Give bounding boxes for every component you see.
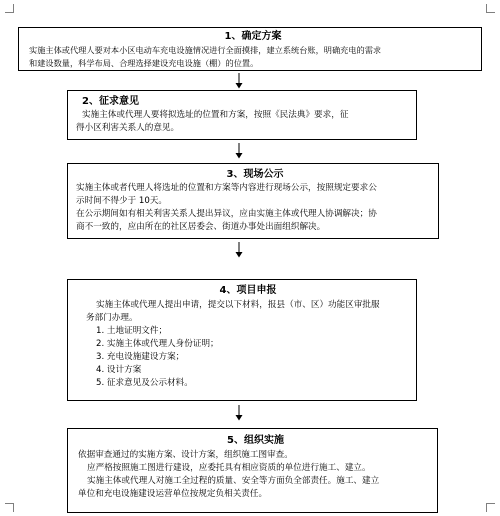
- step-2-line-2: 得小区利害关系人的意见。: [76, 123, 180, 133]
- arrow-down-icon: [233, 242, 245, 258]
- step-4-line-2: 务部门办理。: [86, 313, 138, 323]
- step-1-line-1: 实施主体或代理人要对本小区电动车充电设施情况进行全面摸排，建立系统台账，明确充电的需求: [29, 45, 382, 55]
- step-box-2: [67, 90, 417, 140]
- step-3-line-1: 实施主体或者代理人将选址的位置和方案等内容进行现场公示，按照规定要求公: [76, 183, 377, 193]
- step-title-4: 4、项目申报: [219, 285, 277, 296]
- page-corner-mark-top-left: [5, 4, 14, 13]
- step-3-line-3: 在公示期间如有相关利害关系人提出异议，应由实施主体或代理人协调解决；协: [76, 209, 377, 219]
- arrow-down-icon: [233, 405, 245, 421]
- step-1-line-2: 和建设数量，科学布局、合理选择建设充电设施（棚）的位置。: [29, 58, 259, 68]
- step-4-item-1: 1. 土地证明文件；: [96, 326, 168, 336]
- step-4-item-2: 2. 实施主体或代理人身份证明；: [96, 339, 219, 349]
- arrow-down-icon: [233, 73, 245, 89]
- step-5-line-3: 实施主体或代理人对施工全过程的质量、安全等方面负全部责任。施工、建立: [87, 476, 380, 486]
- step-4-item-5: 5. 征求意见及公示材料。: [96, 378, 193, 388]
- step-title-3: 3、现场公示: [226, 169, 284, 180]
- page-corner-mark-bottom-left: [5, 503, 14, 512]
- step-4-item-4: 4. 设计方案: [96, 365, 142, 375]
- step-3-line-2: 示时间不得少于 10天。: [76, 196, 168, 206]
- step-5-line-2: 应严格按照施工图进行建设，应委托具有相应资质的单位进行施工、建立。: [87, 463, 371, 473]
- step-box-5: [67, 428, 438, 513]
- step-5-line-4: 单位和充电设施建设运营单位按规定负相关责任。: [78, 489, 268, 499]
- page-corner-mark-bottom-right: [486, 503, 495, 512]
- step-title-1: 1、确定方案: [224, 31, 282, 42]
- step-4-item-3: 3. 充电设施建设方案；: [96, 352, 185, 362]
- arrow-down-icon: [233, 143, 245, 159]
- step-box-3: [67, 163, 439, 239]
- step-title-2: 2、征求意见: [82, 96, 139, 107]
- step-3-line-4: 商不一致的，应由所在的社区居委会、街道办事处出面组织解决。: [76, 222, 326, 232]
- step-box-1: [18, 27, 482, 71]
- step-4-line-1: 实施主体或代理人提出申请，提交以下材料，报县（市、区）功能区审批服: [96, 300, 380, 310]
- page-corner-mark-top-right: [486, 4, 495, 13]
- step-5-line-1: 依据审查通过的实施方案、设计方案，组织施工图审查。: [78, 450, 293, 460]
- step-box-4: [67, 279, 417, 401]
- step-title-5: 5、组织实施: [227, 435, 284, 446]
- step-2-line-1: 实施主体或代理人要将拟选址的位置和方案，按照《民法典》要求，征: [82, 110, 349, 120]
